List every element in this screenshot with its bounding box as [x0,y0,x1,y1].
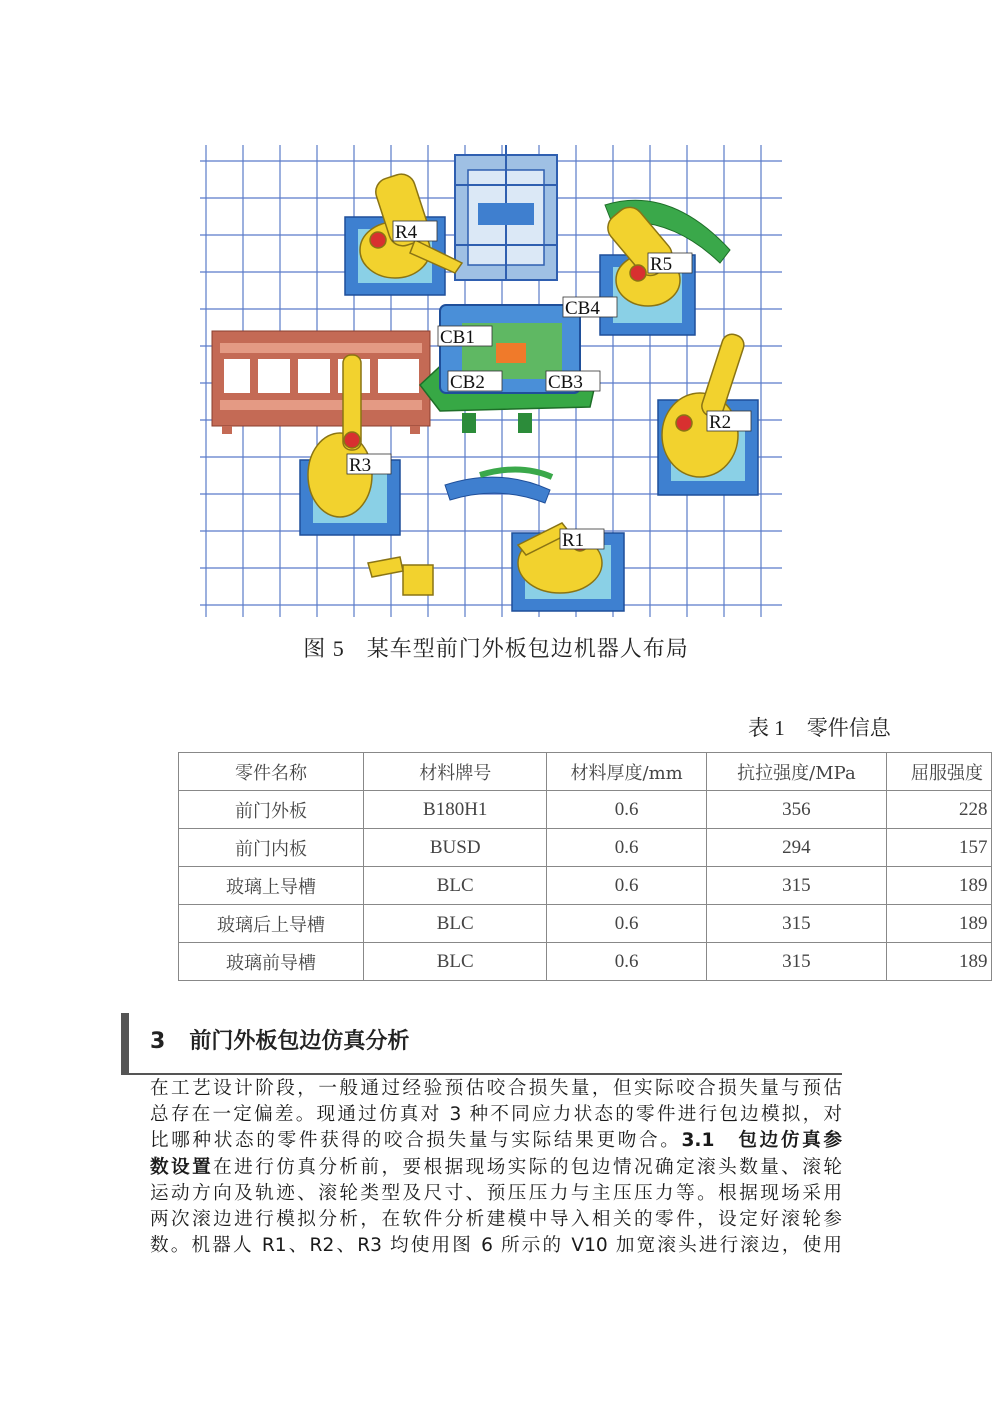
cell-material-grade: BLC [363,867,547,905]
body-line: 数。机器人 R1、R2、R3 均使用图 6 所示的 V10 加宽滚头进行滚边，使用 [150,1235,842,1257]
table-caption-text: 零件信息 [806,716,891,740]
parts-info-table [178,752,992,981]
subsection-heading-cont: 数设置 [150,1156,214,1178]
cell-thickness: 0.6 [547,829,706,867]
body-line: 总存在一定偏差。现通过仿真对 3 种不同应力状态的零件进行包边模拟，对 [150,1104,842,1126]
cell-tensile-strength: 315 [706,943,886,981]
body-line: 两次滚边进行模拟分析，在软件分析建模中导入相关的零件，设定好滚轮参 [150,1209,842,1231]
cell-part-name: 前门外板 [179,791,364,829]
cell-yield-strength: 157 [887,829,992,867]
label-cb2: CB2 [450,372,485,393]
table-row [179,791,992,829]
section-marker-bar [121,1013,129,1075]
table-header-row [179,753,992,791]
body-line [150,1155,842,1181]
label-cb3: CB3 [548,372,583,393]
label-cb1: CB1 [440,327,475,348]
robot-layout-figure [200,145,782,617]
table-caption [748,712,891,742]
figure-caption-text: 某车型前门外板包边机器人布局 [366,637,689,662]
cell-material-grade: BLC [363,943,547,981]
table-row [179,905,992,943]
header-part-name: 零件名称 [179,753,364,791]
subsection-heading: 3.1 包边仿真参 [681,1130,842,1152]
body-paragraph [150,1076,842,1259]
part-rack [212,331,430,434]
table-row [179,867,992,905]
central-fixture [420,305,595,433]
cell-tensile-strength: 315 [706,867,886,905]
header-thickness: 材料厚度/mm [547,753,706,791]
section-heading [150,1024,409,1055]
cell-part-name: 玻璃前导槽 [179,943,364,981]
cell-material-grade: BLC [363,905,547,943]
cell-tensile-strength: 315 [706,905,886,943]
cell-thickness: 0.6 [547,943,706,981]
figure-number: 图 5 [303,636,345,661]
cell-thickness: 0.6 [547,867,706,905]
body-line: 在工艺设计阶段，一般通过经验预估咬合损失量，但实际咬合损失量与预估 [150,1078,842,1099]
header-yield-strength: 屈服强度 [887,753,992,791]
label-r3: R3 [349,455,372,476]
cell-material-grade: B180H1 [363,791,547,829]
cell-part-name: 前门内板 [179,829,364,867]
table-number: 表 1 [748,716,785,740]
cell-yield-strength: 189 [887,905,992,943]
figure-caption [0,632,992,663]
cell-tensile-strength: 294 [706,829,886,867]
layout-diagram [200,145,782,617]
cell-part-name: 玻璃后上导槽 [179,905,364,943]
label-cb4: CB4 [565,298,600,319]
label-r4: R4 [395,222,418,243]
table-row [179,829,992,867]
cell-yield-strength: 189 [887,943,992,981]
cell-yield-strength: 228 [887,791,992,829]
body-line: 运动方向及轨迹、滚轮类型及尺寸、预压压力与主压压力等。根据现场采用 [150,1182,842,1204]
section-number: 3 [150,1029,166,1054]
header-material-grade: 材料牌号 [363,753,547,791]
small-fixture [368,557,433,595]
cell-thickness: 0.6 [547,905,706,943]
label-r1: R1 [562,530,585,551]
section-title: 前门外板包边仿真分析 [189,1029,410,1054]
top-fixture [455,145,557,280]
r1-tooling [445,469,552,503]
cell-yield-strength: 189 [887,867,992,905]
cell-thickness: 0.6 [547,791,706,829]
cell-part-name: 玻璃上导槽 [179,867,364,905]
cell-tensile-strength: 356 [706,791,886,829]
table-row [179,943,992,981]
cell-material-grade: BUSD [363,829,547,867]
label-r5: R5 [650,254,673,275]
label-r2: R2 [709,412,732,433]
body-text-run: 在进行仿真分析前，要根据现场实际的包边情况确定滚头数量、滚轮 [213,1156,842,1178]
body-line [150,1128,842,1154]
body-text-run: 比哪种状态的零件获得的咬合损失量与实际结果更吻合。 [150,1130,682,1152]
header-tensile-strength: 抗拉强度/MPa [706,753,886,791]
section-underline [121,1073,842,1075]
